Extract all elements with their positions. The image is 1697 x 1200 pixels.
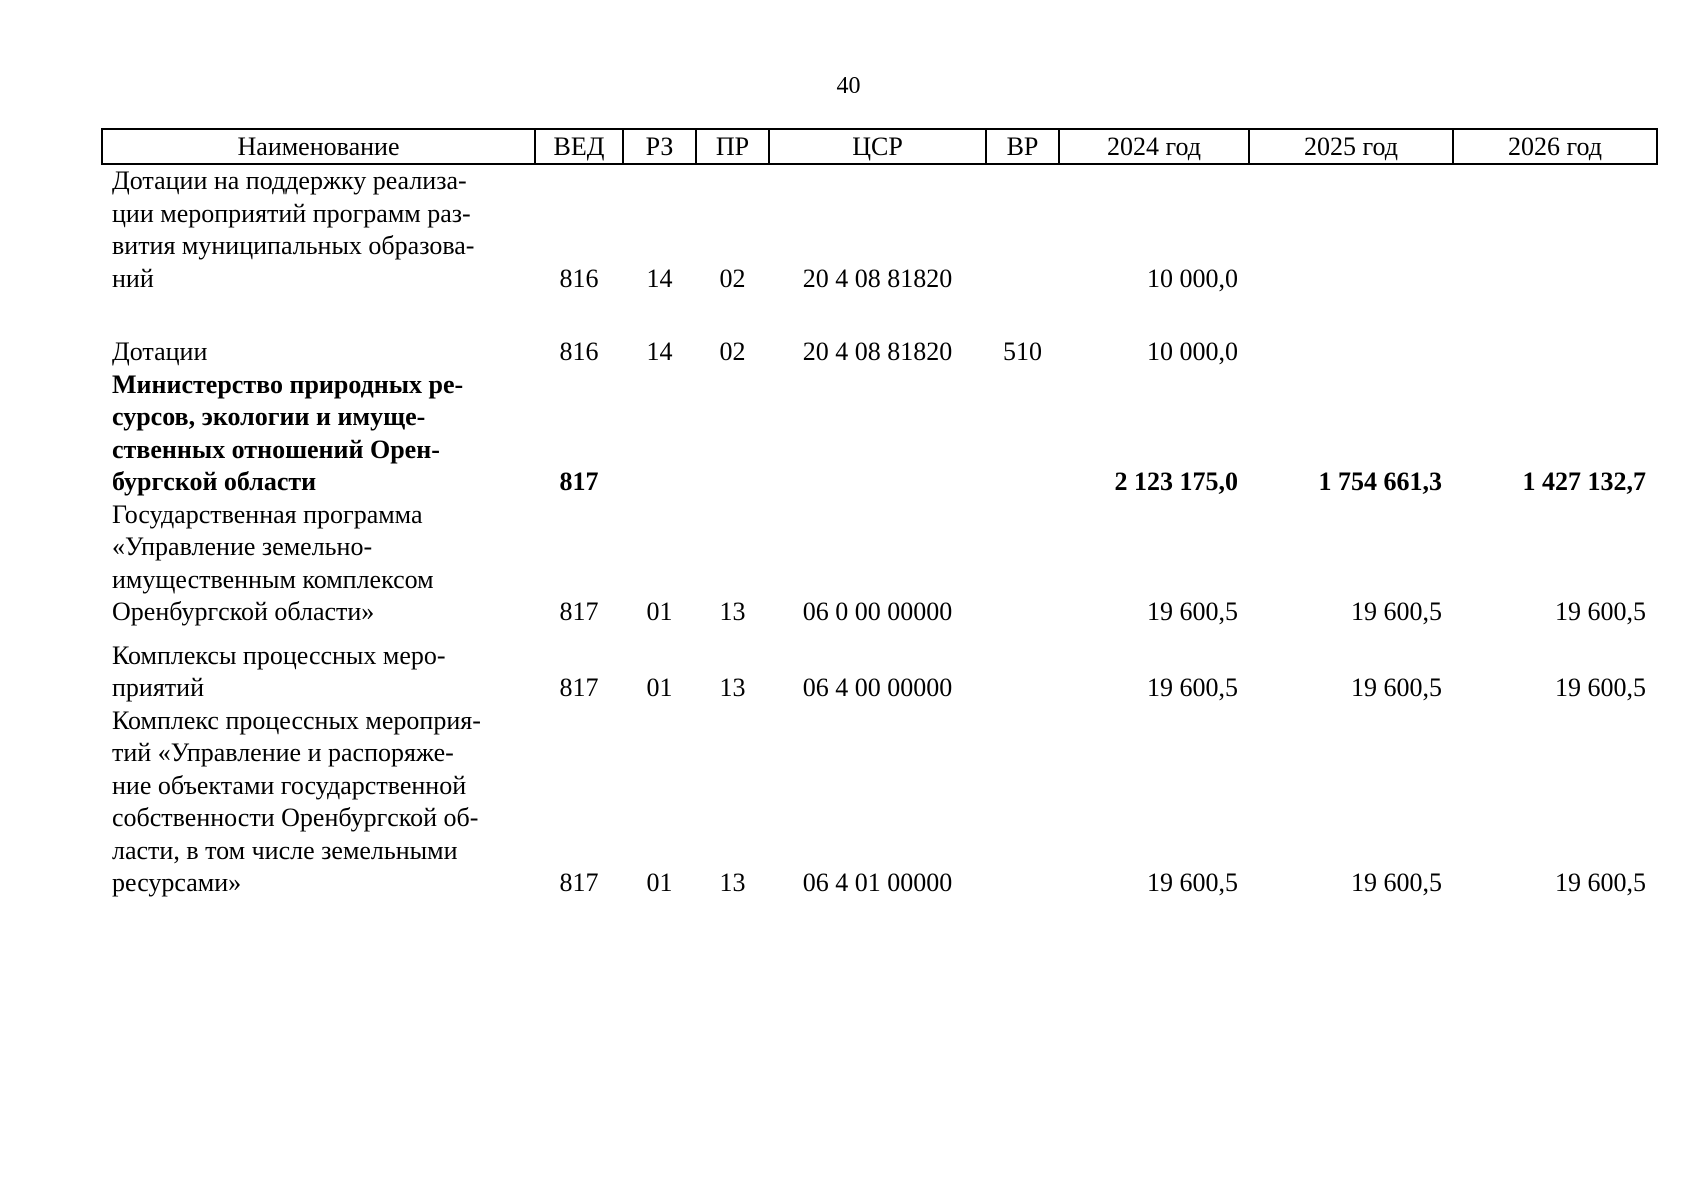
header-2025: 2025 год	[1249, 129, 1453, 164]
row-pr	[696, 369, 769, 499]
row-name	[102, 336, 535, 369]
row-pr: 13	[719, 868, 746, 897]
row-2026: 19 600,5	[1555, 597, 1646, 626]
table-body	[102, 164, 1657, 900]
row-csr: 20 4 08 81820	[802, 337, 953, 366]
table-row	[102, 640, 1657, 705]
row-2026	[1453, 164, 1657, 336]
name-line: «Управление земельно-	[112, 532, 373, 561]
row-name	[102, 499, 535, 640]
name-line: вития муниципальных образова-	[112, 231, 475, 260]
name-line: бургской области	[112, 467, 317, 496]
row-pr: 13	[719, 597, 746, 626]
row-vr	[986, 369, 1059, 499]
row-2026: 19 600,5	[1555, 868, 1646, 897]
name-line: Дотации	[112, 337, 208, 366]
row-2024: 19 600,5	[1147, 673, 1238, 702]
table-row	[102, 164, 1657, 336]
row-ved: 817	[559, 597, 599, 626]
name-line: сурсов, экологии и имуще-	[112, 402, 426, 431]
header-vr: ВР	[986, 129, 1059, 164]
row-ved: 817	[559, 673, 599, 702]
budget-table	[101, 128, 1658, 900]
name-line: ресурсами»	[112, 868, 242, 897]
header-pr: ПР	[696, 129, 769, 164]
name-line: ственных отношений Орен-	[112, 434, 440, 464]
budget-table-container	[101, 128, 1646, 900]
row-ved: 816	[559, 263, 599, 293]
row-csr	[769, 369, 986, 499]
row-2025: 19 600,5	[1351, 597, 1442, 626]
row-2024: 2 123 175,0	[1114, 467, 1238, 496]
row-2026: 1 427 132,7	[1522, 467, 1646, 496]
name-line: приятий	[112, 673, 204, 702]
name-line: собственности Оренбургской об-	[112, 803, 479, 832]
row-rz: 14	[646, 263, 673, 293]
header-csr: ЦСР	[769, 129, 986, 164]
row-2025	[1249, 164, 1453, 336]
table-row	[102, 499, 1657, 640]
row-ved: 817	[559, 868, 599, 897]
name-line: тий «Управление и распоряже-	[112, 738, 454, 767]
row-pr: 13	[719, 673, 746, 702]
row-2024: 19 600,5	[1147, 868, 1238, 897]
row-2025: 19 600,5	[1351, 868, 1442, 897]
name-line: Комплексы процессных меро-	[112, 640, 446, 670]
row-csr: 20 4 08 81820	[802, 263, 953, 293]
row-2025: 1 754 661,3	[1318, 467, 1442, 496]
name-line: Государственная программа	[112, 499, 423, 529]
header-2024: 2024 год	[1059, 129, 1249, 164]
row-vr: 510	[1003, 337, 1042, 366]
name-line: ции мероприятий программ раз-	[112, 198, 471, 228]
name-line: Министерство природных ре-	[112, 369, 464, 399]
header-rz: РЗ	[623, 129, 696, 164]
row-vr	[986, 705, 1059, 900]
row-rz: 01	[646, 868, 673, 897]
table-header	[102, 129, 1657, 164]
row-vr	[986, 164, 1059, 336]
name-line: ние объектами государственной	[112, 770, 467, 800]
name-line: Дотации на поддержку реализа-	[112, 166, 467, 195]
row-2024: 10 000,0	[1147, 263, 1238, 293]
page-number: 40	[836, 73, 861, 99]
row-name	[102, 705, 535, 900]
row-name	[102, 369, 535, 499]
header-row	[102, 129, 1657, 164]
row-csr: 06 4 01 00000	[802, 868, 953, 897]
header-name: Наименование	[102, 129, 535, 164]
table-row	[102, 336, 1657, 369]
row-rz	[623, 369, 696, 499]
row-ved: 817	[559, 467, 599, 496]
name-line: ласти, в том числе земельными	[112, 835, 458, 865]
name-line: имущественным комплексом	[112, 564, 434, 594]
row-2026: 19 600,5	[1555, 673, 1646, 702]
row-2025	[1249, 336, 1453, 369]
row-vr	[986, 499, 1059, 640]
row-2024: 10 000,0	[1147, 337, 1238, 366]
row-2026	[1453, 336, 1657, 369]
row-csr: 06 0 00 00000	[802, 597, 953, 626]
row-rz: 01	[646, 597, 673, 626]
table-row	[102, 705, 1657, 900]
row-name	[102, 640, 535, 705]
row-pr: 02	[719, 337, 746, 366]
header-2026: 2026 год	[1453, 129, 1657, 164]
row-2025: 19 600,5	[1351, 673, 1442, 702]
row-rz: 14	[646, 337, 673, 366]
name-line: Оренбургской области»	[112, 597, 375, 626]
name-line: ний	[112, 263, 154, 293]
row-name	[102, 164, 535, 336]
table-row	[102, 369, 1657, 499]
row-2024: 19 600,5	[1147, 597, 1238, 626]
row-rz: 01	[646, 673, 673, 702]
name-line: Комплекс процессных мероприя-	[112, 705, 481, 735]
row-pr: 02	[719, 263, 746, 293]
row-csr: 06 4 00 00000	[802, 673, 953, 702]
header-ved: ВЕД	[535, 129, 623, 164]
row-vr	[986, 640, 1059, 705]
row-ved: 816	[559, 337, 599, 366]
